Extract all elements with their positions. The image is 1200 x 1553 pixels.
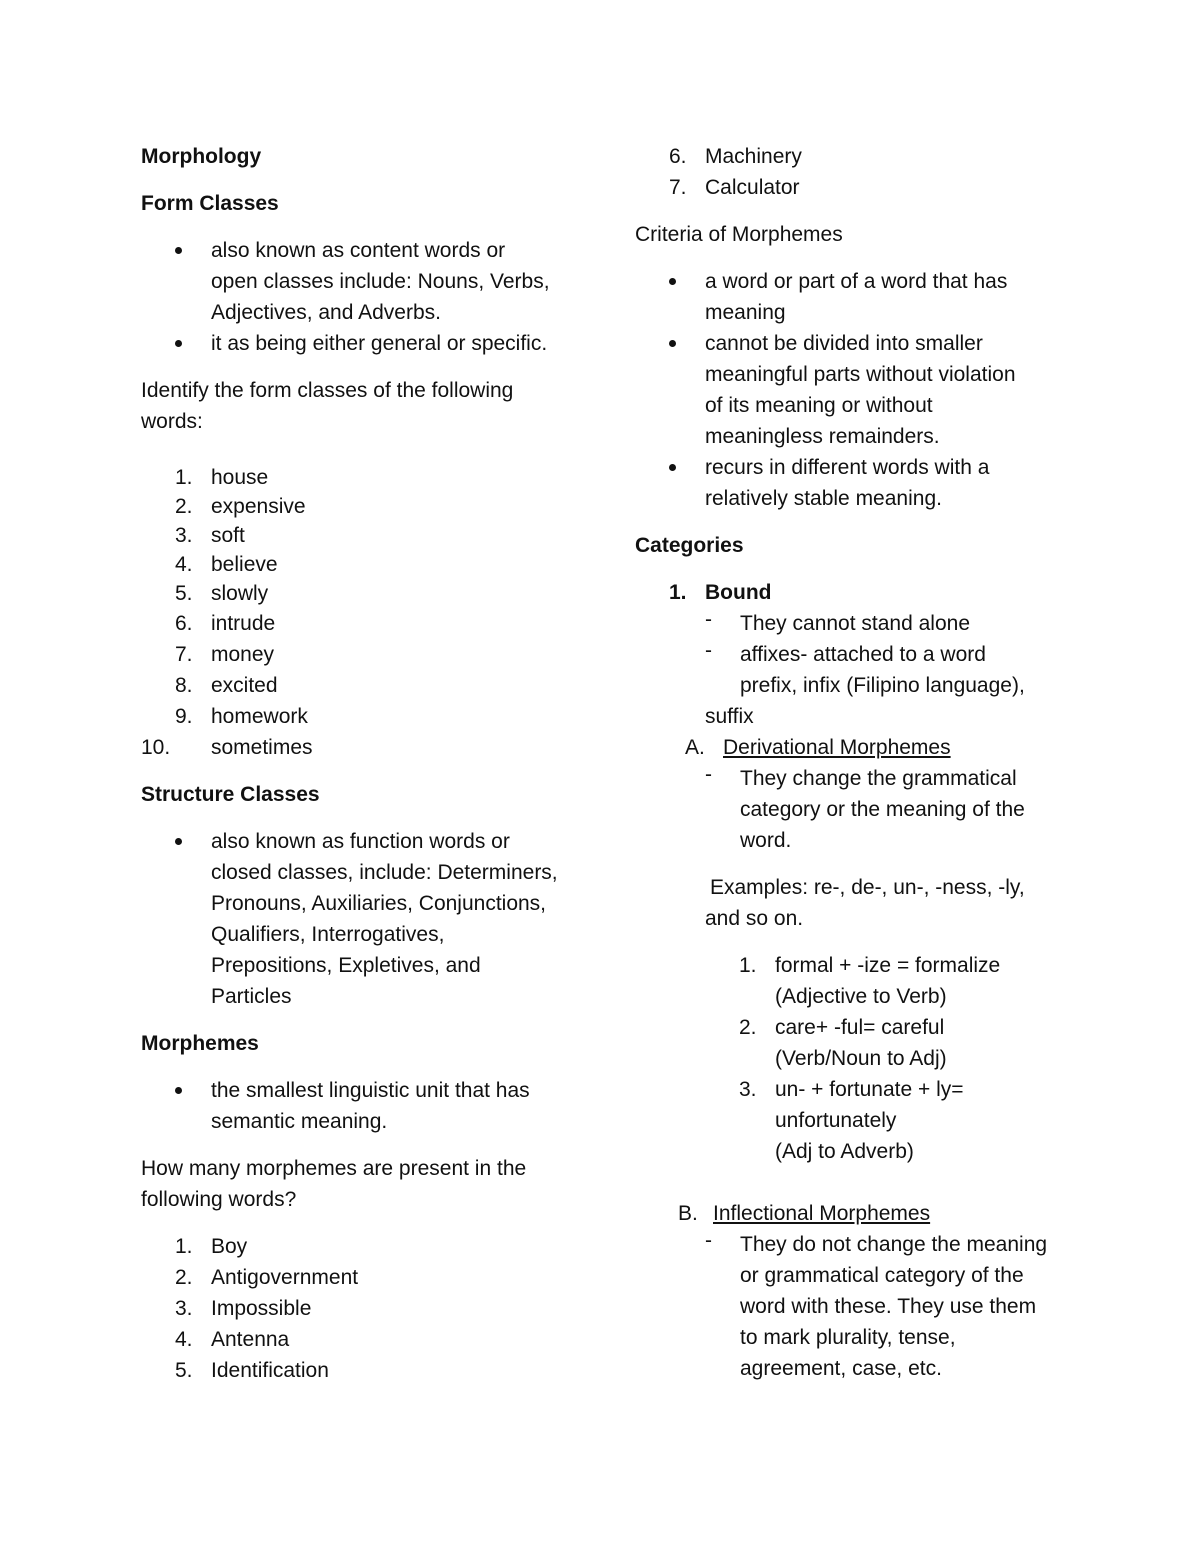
list-item: 3. Impossible <box>175 1297 312 1320</box>
bullet-icon <box>669 340 676 347</box>
examples-text: Examples: re-, de-, un-, -ness, -ly, <box>710 876 1025 899</box>
inflectional-heading: B. Inflectional Morphemes <box>678 1202 931 1225</box>
list-item: 6. Machinery <box>669 145 802 168</box>
list-item: 7. money <box>175 643 275 666</box>
bound-heading: 1. Bound <box>669 581 772 604</box>
how-many-prompt: How many morphemes are present in the <box>141 1157 527 1180</box>
bullet-icon <box>175 1087 182 1094</box>
bullet-item: a word or part of a word that has meaning <box>635 266 1075 328</box>
identify-prompt: Identify the form classes of the following <box>141 379 514 402</box>
bullet-icon <box>175 247 182 254</box>
dash-item: - affixes- attached to a word prefix, infix (Filipino language), <box>705 639 1025 697</box>
bullet-icon <box>669 278 676 285</box>
bullet-item: it as being either general or specific. <box>141 328 571 359</box>
list-item: 1. house <box>175 466 269 489</box>
list-item: 8. excited <box>175 674 278 697</box>
bullet-icon <box>175 340 182 347</box>
structure-classes-heading: Structure Classes <box>141 783 320 806</box>
derivational-heading: A. Derivational Morphemes <box>685 736 951 759</box>
list-item: 3. un- + fortunate + ly= unfortunately (Adj to Adverb) <box>739 1078 964 1163</box>
list-item: 4. Antenna <box>175 1328 290 1351</box>
list-item: 2. expensive <box>175 495 306 518</box>
bullet-item: also known as content words or open classes include: Nouns, Verbs, Adjectives, and Adverbs. <box>141 235 571 328</box>
categories-heading: Categories <box>635 534 744 557</box>
form-classes-heading: Form Classes <box>141 192 279 215</box>
list-item: 5. slowly <box>175 582 269 605</box>
list-item: 1. Boy <box>175 1235 248 1258</box>
list-item: 2. care+ -ful= careful (Verb/Noun to Adj) <box>739 1016 947 1070</box>
bullet-icon <box>175 838 182 845</box>
list-item: 7. Calculator <box>669 176 800 199</box>
list-item: 5. Identification <box>175 1359 329 1382</box>
how-many-list <box>141 1231 571 1386</box>
criteria-heading: Criteria of Morphemes <box>635 223 843 246</box>
bullet-icon <box>669 464 676 471</box>
dash-item: - They cannot stand alone <box>705 608 970 635</box>
dash-item: - They do not change the meaning or grammatical category of the word with these. They use them to mark plurality, tense, agreement, case, etc. <box>705 1229 1048 1380</box>
list-item: 1. formal + -ize = formalize (Adjective to Verb) <box>739 954 1001 1008</box>
identify-list <box>141 463 571 763</box>
bullet-item: the smallest linguistic unit that has semantic meaning. <box>141 1075 571 1137</box>
bullet-item: recurs in different words with a relatively stable meaning. <box>635 452 1075 514</box>
list-item: 3. soft <box>175 524 245 547</box>
page-title: Morphology <box>141 145 262 168</box>
right-column: 6. Machinery 7. Calculator Criteria of Morphemes a word or part of a word that has meaning cannot be divided into smaller meaningful parts without violation of its meaning or without meaningless remainders. recurs in different words with a relatively stable meaning. Categories 1. Bound - They cannot stand alone - affixes- attached to a word prefix, infix (Filipino language), suffix A. Derivational Morphemes - They change the grammatical category or the meaning of the word. Examples: re-, de-, un-, -ness, -ly, and so on. 1. formal + -ize = formalize (Adjective to Verb) 2. care+ -ful= careful (Verb/Noun to Adj) 3. un- + fortunate + ly= unfortunately (Adj to Adverb) B. Inflectional Morphemes - They do not change the meaning or grammatical category of the word with these. They use them to mark plurality, tense, agreement, case, etc. <box>635 141 1075 1384</box>
list-item: 6. intrude <box>175 612 276 635</box>
list-item: 2. Antigovernment <box>175 1266 359 1289</box>
list-item: 4. believe <box>175 553 278 576</box>
left-column: Morphology Form Classes also known as content words or open classes include: Nouns, Verbs, Adjectives, and Adverbs. it as being either general or specific. Identify the form classes of the following words: 1. house 2. expensive 3. soft 4. believe 5. slowly 6. intrude 7. money 8. excited 9. homework 10. sometimes Structure Classes also known as function words or closed classes, include: Determiners, Pronouns, Auxiliaries, Conjunctions, Qualifiers, Interrogatives, Prepositions, Expletives, and Particles Morphemes the smallest linguistic unit that has semantic meaning. How many morphemes are present in the following words? 1. Boy 2. Antigovernment 3. Impossible 4. Antenna 5. Identification <box>141 141 571 1386</box>
dash-item: - They change the grammatical category or the meaning of the word. <box>705 763 1025 852</box>
bullet-item: also known as function words or closed classes, include: Determiners, Pronouns, Auxiliaries, Conjunctions, Qualifiers, Interrogatives, Prepositions, Expletives, and Particles <box>141 826 571 1012</box>
list-item: 9. homework <box>175 705 308 728</box>
list-item: 10. sometimes <box>141 736 313 759</box>
bullet-item: cannot be divided into smaller meaningful parts without violation of its meaning or without meaningless remainders. <box>635 328 1075 452</box>
suffix-text: suffix <box>705 705 754 728</box>
morphemes-heading: Morphemes <box>141 1032 259 1055</box>
